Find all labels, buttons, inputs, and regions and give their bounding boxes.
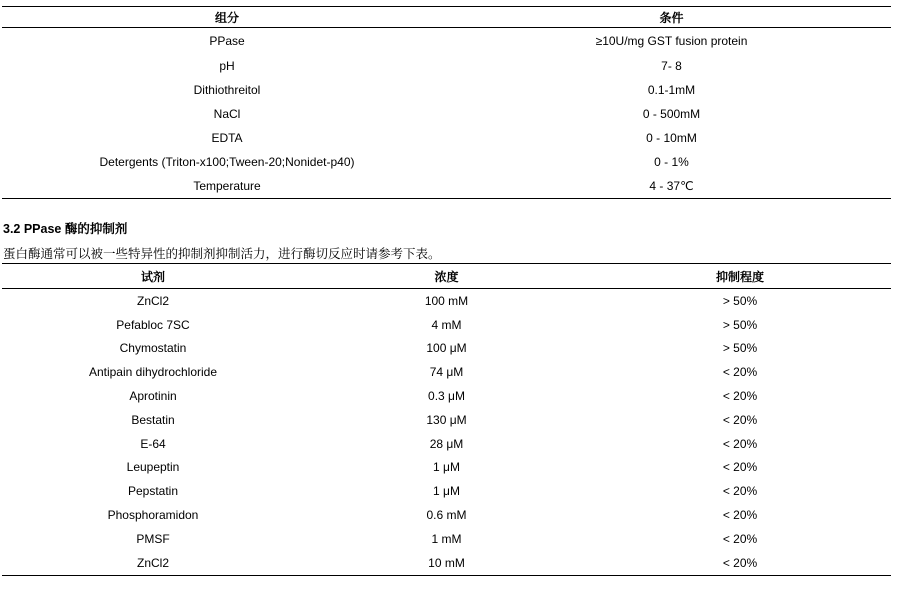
section-description: 蛋白酶通常可以被一些特异性的抑制剂抑制活力，进行酶切反应时请参考下表。 — [3, 247, 441, 261]
table-row — [2, 78, 891, 102]
component-cell: NaCl — [213, 107, 241, 121]
concentration-cell: 74 μM — [429, 365, 464, 380]
condition-cell: ≥10U/mg GST fusion protein — [595, 34, 748, 48]
conditions-table — [2, 6, 891, 199]
table-header-row — [2, 7, 891, 28]
inhibition-cell: > 50% — [722, 341, 758, 356]
concentration-cell: 1 μM — [433, 460, 460, 475]
condition-cell: 4 - 37℃ — [649, 179, 694, 193]
component-cell: Detergents (Triton-x100;Tween-20;Nonidet-p40) — [99, 155, 355, 169]
table-row — [2, 337, 891, 361]
column-header-inhibition: 抑制程度 — [589, 264, 891, 289]
component-cell: pH — [219, 59, 235, 73]
table-row — [2, 408, 891, 432]
column-header-component: 组分 — [2, 7, 452, 28]
condition-cell: 0 - 10mM — [646, 131, 697, 145]
concentration-cell: 4 mM — [431, 317, 462, 332]
column-header-reagent: 试剂 — [2, 264, 304, 289]
concentration-cell: 1 μM — [433, 484, 460, 499]
concentration-cell: 0.6 mM — [426, 508, 467, 523]
reagent-cell: ZnCl2 — [136, 293, 169, 308]
reagent-cell: Leupeptin — [126, 460, 180, 475]
table-row — [2, 527, 891, 551]
table-row — [2, 360, 891, 384]
reagent-cell: Phosphoramidon — [107, 508, 199, 523]
table-row — [2, 54, 891, 78]
component-cell: Dithiothreitol — [193, 83, 261, 97]
table-row — [2, 551, 891, 575]
table-row — [2, 126, 891, 150]
reagent-cell: Pepstatin — [127, 484, 179, 499]
inhibition-cell: < 20% — [722, 460, 758, 475]
concentration-cell: 1 mM — [431, 531, 462, 546]
table-row — [2, 174, 891, 199]
concentration-cell: 0.3 μM — [428, 389, 465, 404]
concentration-cell: 130 μM — [426, 412, 467, 427]
concentration-cell: 100 mM — [424, 293, 469, 308]
reagent-cell: Pefabloc 7SC — [116, 317, 190, 332]
component-cell: PPase — [209, 34, 245, 48]
reagent-cell: E-64 — [140, 436, 166, 451]
table-row — [2, 150, 891, 174]
inhibition-cell: > 50% — [722, 293, 758, 308]
table-row — [2, 479, 891, 503]
inhibition-cell: < 20% — [722, 389, 758, 404]
reagent-cell: Chymostatin — [119, 341, 187, 356]
concentration-cell: 100 μM — [426, 341, 467, 356]
inhibition-cell: < 20% — [722, 508, 758, 523]
condition-cell: 7- 8 — [661, 59, 682, 73]
component-cell: Temperature — [193, 179, 261, 193]
reagent-cell: Antipain dihydrochloride — [88, 365, 218, 380]
table-row — [2, 456, 891, 480]
table-row — [2, 28, 891, 55]
component-cell: EDTA — [211, 131, 243, 145]
inhibition-cell: < 20% — [722, 555, 758, 570]
concentration-cell: 10 mM — [428, 555, 465, 570]
reagent-cell: Bestatin — [131, 412, 175, 427]
column-header-condition: 条件 — [452, 7, 891, 28]
condition-cell: 0.1-1mM — [647, 83, 696, 97]
reagent-cell: ZnCl2 — [136, 555, 169, 570]
section-heading: 3.2 PPase 酶的抑制剂 — [3, 222, 128, 236]
inhibition-cell: < 20% — [722, 412, 758, 427]
condition-cell: 0 - 500mM — [642, 107, 701, 121]
condition-cell: 0 - 1% — [654, 155, 689, 169]
inhibition-cell: < 20% — [722, 531, 758, 546]
column-header-concentration: 浓度 — [304, 264, 589, 289]
table-row — [2, 102, 891, 126]
inhibitors-table — [2, 263, 891, 576]
table-row — [2, 313, 891, 337]
table-row — [2, 503, 891, 527]
reagent-cell: PMSF — [136, 531, 170, 546]
table-row — [2, 384, 891, 408]
table-header-row — [2, 264, 891, 289]
inhibition-cell: > 50% — [722, 317, 758, 332]
concentration-cell: 28 μM — [429, 436, 464, 451]
inhibition-cell: < 20% — [722, 365, 758, 380]
reagent-cell: Aprotinin — [129, 389, 177, 404]
inhibition-cell: < 20% — [722, 436, 758, 451]
table-row — [2, 289, 891, 313]
inhibition-cell: < 20% — [722, 484, 758, 499]
table-row — [2, 432, 891, 456]
